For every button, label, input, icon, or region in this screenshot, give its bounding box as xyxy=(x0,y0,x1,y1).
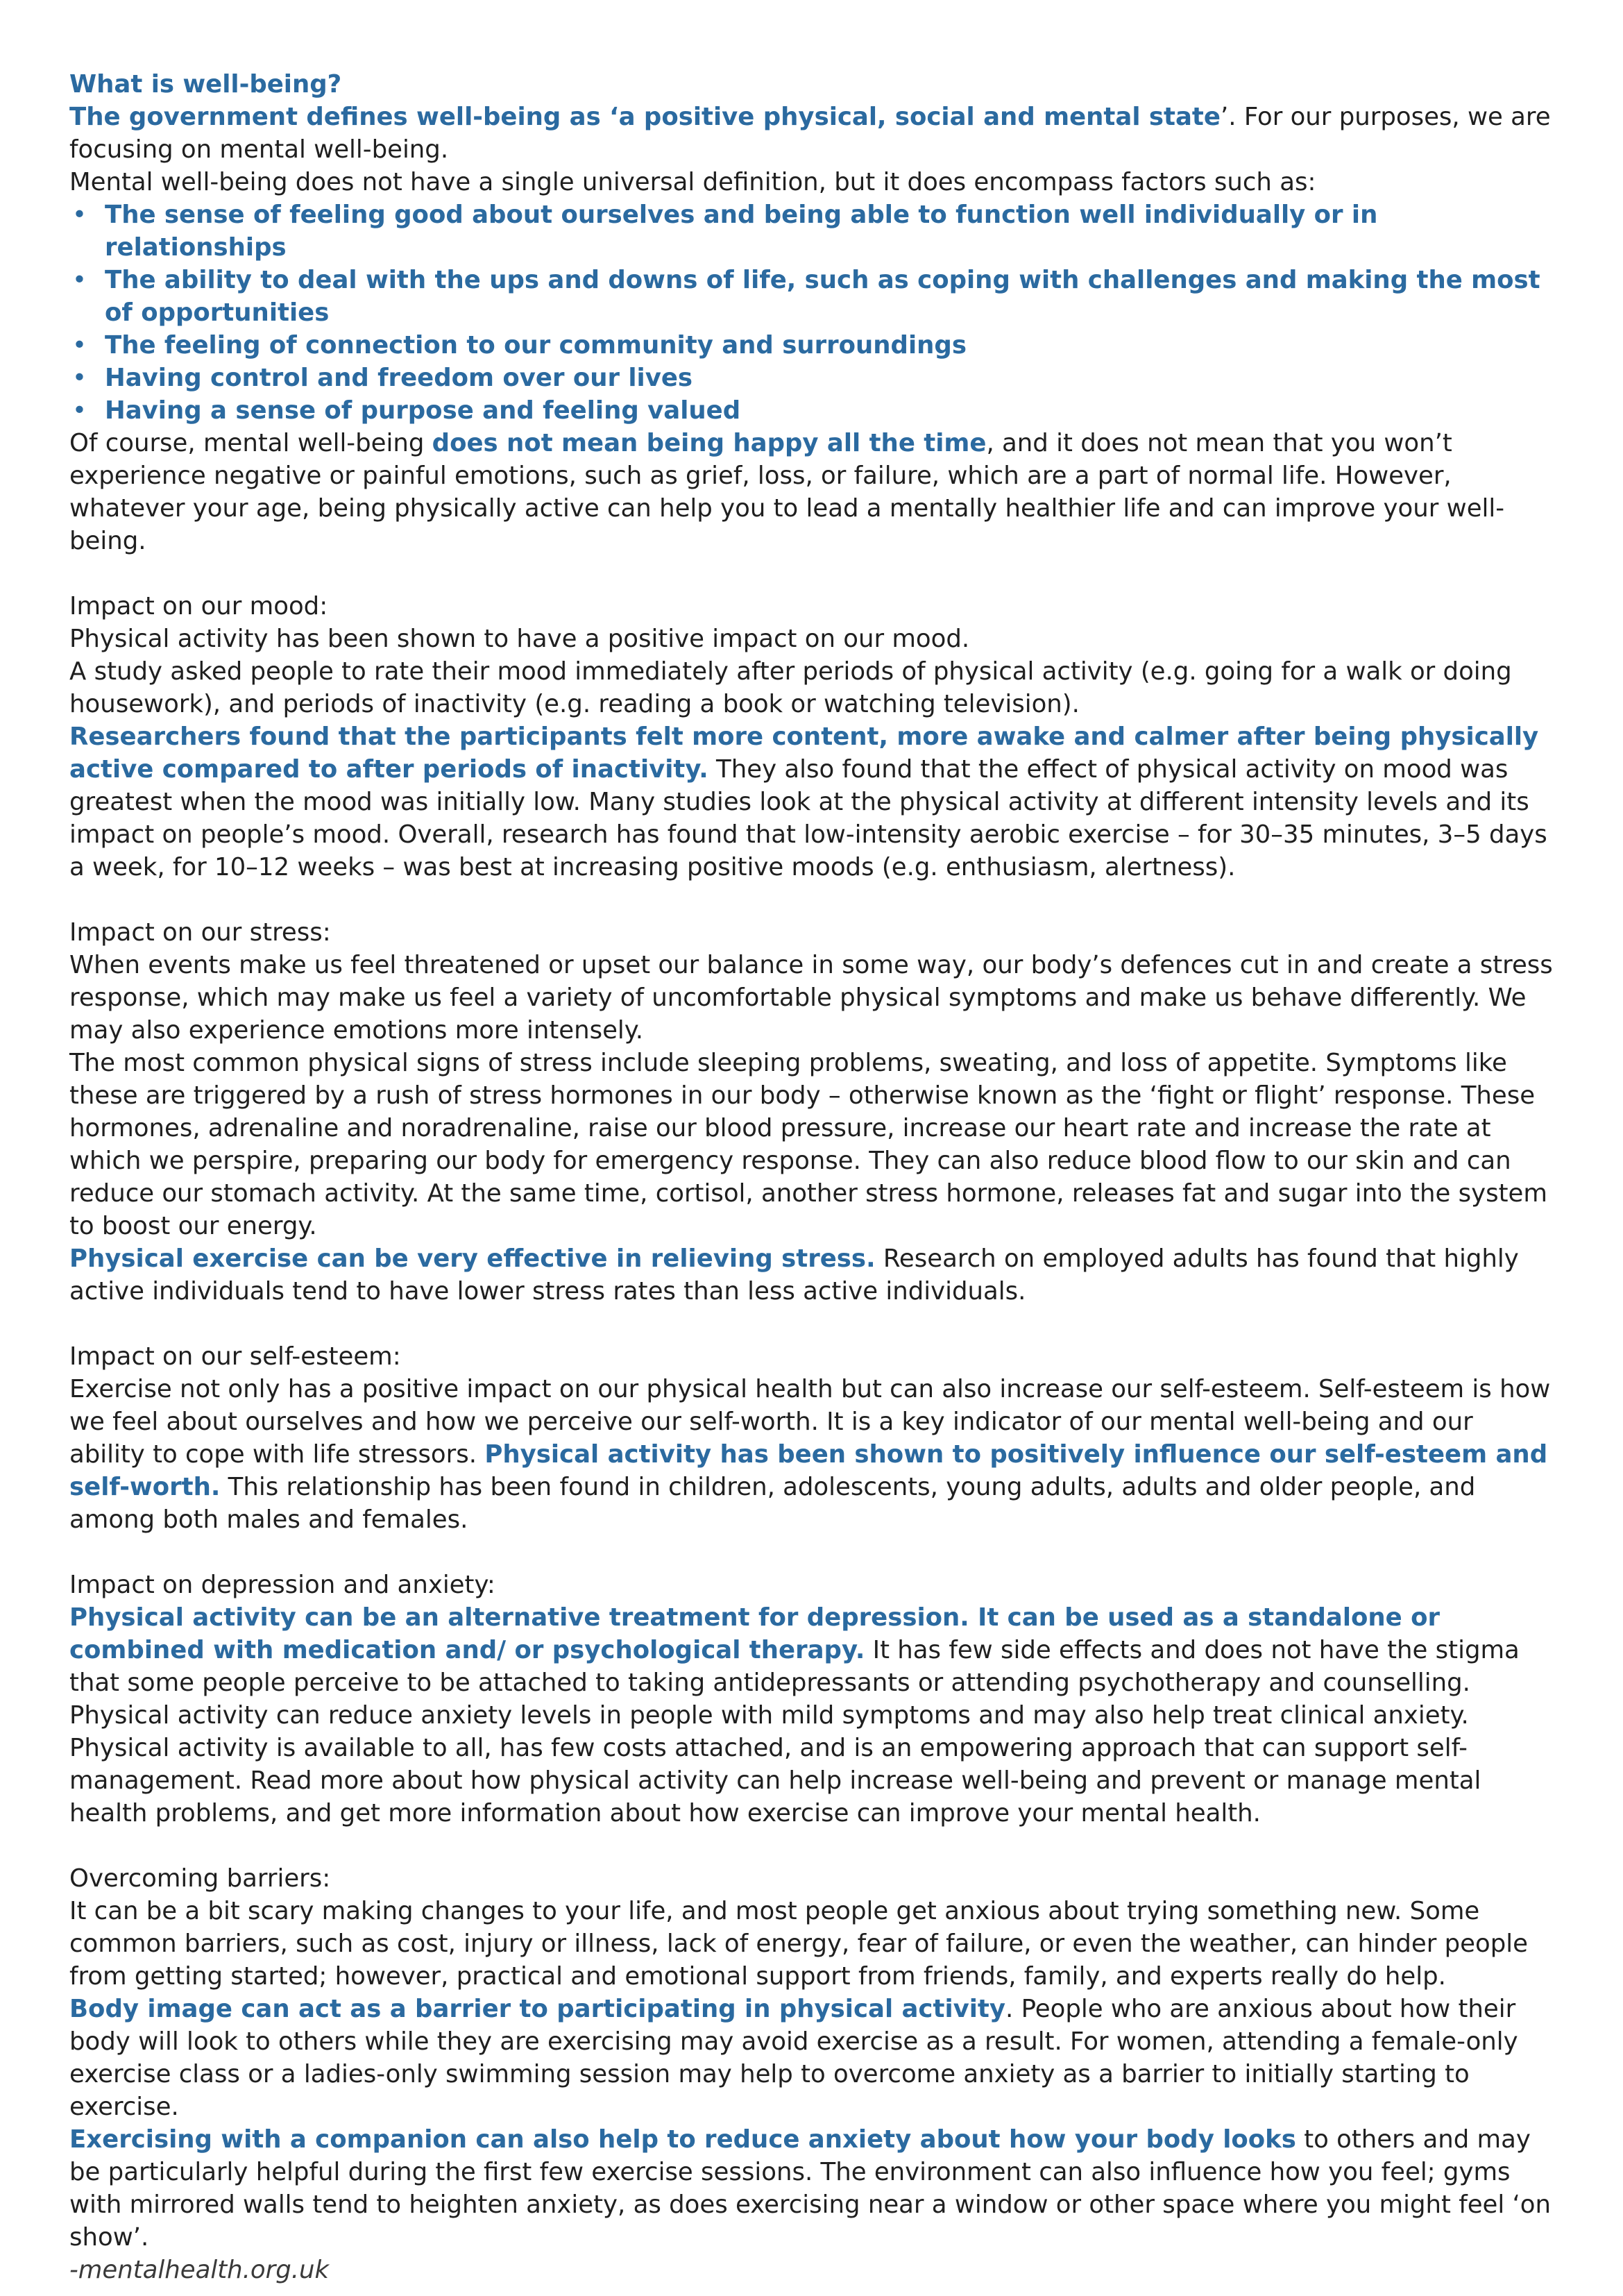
bullet-icon: • xyxy=(72,266,87,294)
source-credit: -mentalhealth.org.uk xyxy=(69,2256,330,2284)
definition-text: ’. For our purposes, we are focusing on mental well-being. xyxy=(69,103,1551,164)
list-item-text: The sense of feeling good about ourselves and being able to function well individually or in relationships xyxy=(105,201,1378,262)
list-item-text: The feeling of connection to our community and surroundings xyxy=(105,331,967,360)
list-item xyxy=(69,199,1554,264)
wellbeing-intro: Mental well-being does not have a single universal definition, but it does encompass factors such as: xyxy=(69,168,1316,196)
section-heading-self-esteem: Impact on our self-esteem: xyxy=(69,1342,401,1371)
list-item xyxy=(69,329,1554,362)
self-esteem-text-end: This relationship has been found in children, adolescents, young adults, adults and older people, and among both males and females. xyxy=(69,1473,1476,1534)
mood-line-1: Physical activity has been shown to have a positive impact on our mood. xyxy=(69,625,970,653)
depression-text: It has few side effects and does not have the stigma that some people perceive to be attached to taking antidepressants or attending psychotherapy and counselling. Physical activity can reduce anxiety levels in people with mild symptoms and may also help treat clinical anxiety. Physical activity is available to all, has few costs attached, and is an empowering approach that can support self-management. Read more about how physical activity can help increase well-being and prevent or manage mental health problems, and get more information about how exercise can improve your mental health. xyxy=(69,1636,1520,1827)
list-item xyxy=(69,264,1554,329)
section-heading-wellbeing: What is well-being? xyxy=(69,70,342,99)
stress-text: Research on employed adults has found that highly active individuals tend to have lower stress rates than less active individuals. xyxy=(69,1244,1519,1306)
body-image-highlight: Body image can act as a barrier to participating in physical activity xyxy=(69,1995,1006,2023)
closing-text-end: , and it does not mean that you won’t experience negative or painful emotions, such as grief, loss, or failure, which are a part of normal life. However, whatever your age, being physically active can help you to lead a mentally healthier life and can improve your well-being. xyxy=(69,429,1505,555)
bullet-icon: • xyxy=(72,331,87,360)
bullet-icon: • xyxy=(72,201,87,229)
document-page xyxy=(69,68,1554,2286)
section-spacer xyxy=(69,1308,1554,1340)
self-esteem-highlight: Physical activity has been shown to positively influence our self-esteem and self-worth. xyxy=(69,1440,1548,1501)
stress-paragraph-1: When events make us feel threatened or upset our balance in some way, our body’s defences cut in and create a stress response, which may make us feel a variety of uncomfortable physical symptoms and make us behave differently. We may also experience emotions more intensely. xyxy=(69,951,1553,1045)
section-spacer xyxy=(69,557,1554,590)
closing-highlight: does not mean being happy all the time xyxy=(432,429,987,457)
list-item-text: Having control and freedom over our lives xyxy=(105,364,693,392)
closing-text-start: Of course, mental well-being xyxy=(69,429,432,457)
section-spacer xyxy=(69,884,1554,916)
section-stress xyxy=(69,916,1554,1308)
section-heading-mood: Impact on our mood: xyxy=(69,592,328,621)
stress-paragraph-3 xyxy=(69,1242,1554,1308)
barriers-paragraph-1: It can be a bit scary making changes to your life, and most people get anxious about trying something new. Some common barriers, such as cost, injury or illness, lack of energy, fear of failure, or even the weather, can hinder people from getting started; however, practical and emotional support from friends, family, and experts really do help. xyxy=(69,1897,1528,1991)
depression-paragraph xyxy=(69,1601,1554,1830)
list-item-text: Having a sense of purpose and feeling valued xyxy=(105,396,741,425)
definition-paragraph xyxy=(69,101,1554,166)
section-spacer xyxy=(69,1830,1554,1862)
section-depression-anxiety xyxy=(69,1569,1554,1830)
stress-paragraph-2: The most common physical signs of stress include sleeping problems, sweating, and loss of appetite. Symptoms like these are triggered by a rush of stress hormones in our body – otherwise known as the ‘fight or flight’ response. These hormones, adrenaline and noradrenaline, raise our blood pressure, increase our heart rate and increase the rate at which we perspire, preparing our body for emergency response. They can also reduce blood flow to our skin and can reduce our stomach activity. At the same time, cortisol, another stress hormone, releases fat and sugar into the system to boost our energy. xyxy=(69,1049,1547,1240)
body-image-text: . People who are anxious about how their body will look to others while they are exercising may avoid exercise as a result. For women, attending a female-only exercise class or a ladies-only swimming session may help to overcome anxiety as a barrier to initially starting to exercise. xyxy=(69,1995,1518,2121)
self-esteem-paragraph xyxy=(69,1373,1554,1536)
bullet-icon: • xyxy=(72,364,87,392)
wellbeing-closing xyxy=(69,427,1554,557)
mood-findings xyxy=(69,720,1554,884)
self-esteem-text-start: Exercise not only has a positive impact on our physical health but can also increase our self-esteem. Self-esteem is how we feel about ourselves and how we perceive our self-worth. It is a key indicator of our mental well-being and our ability to cope with life stressors. xyxy=(69,1375,1551,1469)
depression-highlight: Physical activity can be an alternative treatment for depression. It can be used as a standalone or combined with medication and/ or psychological therapy. xyxy=(69,1603,1441,1664)
section-heading-stress: Impact on our stress: xyxy=(69,918,331,947)
section-heading-depression: Impact on depression and anxiety: xyxy=(69,1571,495,1599)
wellbeing-factors-list xyxy=(69,199,1554,427)
bullet-icon: • xyxy=(72,396,87,425)
list-item xyxy=(69,394,1554,427)
barriers-paragraph-3 xyxy=(69,2123,1554,2254)
section-self-esteem xyxy=(69,1340,1554,1536)
mood-line-2: A study asked people to rate their mood immediately after periods of physical activity (e.g. going for a walk or doing housework), and periods of inactivity (e.g. reading a book or watching television). xyxy=(69,657,1512,718)
barriers-paragraph-2 xyxy=(69,1993,1554,2123)
mood-highlight: Researchers found that the participants felt more content, more awake and calmer after being physically active compared to after periods of inactivity. xyxy=(69,723,1539,784)
list-item xyxy=(69,362,1554,394)
section-heading-barriers: Overcoming barriers: xyxy=(69,1864,331,1893)
section-spacer xyxy=(69,1536,1554,1569)
companion-highlight: Exercising with a companion can also help to reduce anxiety about how your body looks xyxy=(69,2125,1296,2154)
mood-text: They also found that the effect of physical activity on mood was greatest when the mood was initially low. Many studies look at the physical activity at different intensity levels and its impact on people’s mood. Overall, research has found that low-intensity aerobic exercise – for 30–35 minutes, 3–5 days a week, for 10–12 weeks – was best at increasing positive moods (e.g. enthusiasm, alertness). xyxy=(69,755,1547,881)
stress-highlight: Physical exercise can be very effective in relieving stress. xyxy=(69,1244,876,1273)
section-barriers xyxy=(69,1862,1554,2254)
section-mood xyxy=(69,590,1554,884)
section-wellbeing xyxy=(69,68,1554,557)
companion-text: to others and may be particularly helpful during the first few exercise sessions. The environment can also influence how you feel; gyms with mirrored walls tend to heighten anxiety, as does exercising near a window or other space where you might feel ‘on show’. xyxy=(69,2125,1552,2252)
definition-highlight: The government defines well-being as ‘a positive physical, social and mental state xyxy=(69,103,1221,131)
list-item-text: The ability to deal with the ups and downs of life, such as coping with challenges and making the most of opportunities xyxy=(105,266,1540,327)
